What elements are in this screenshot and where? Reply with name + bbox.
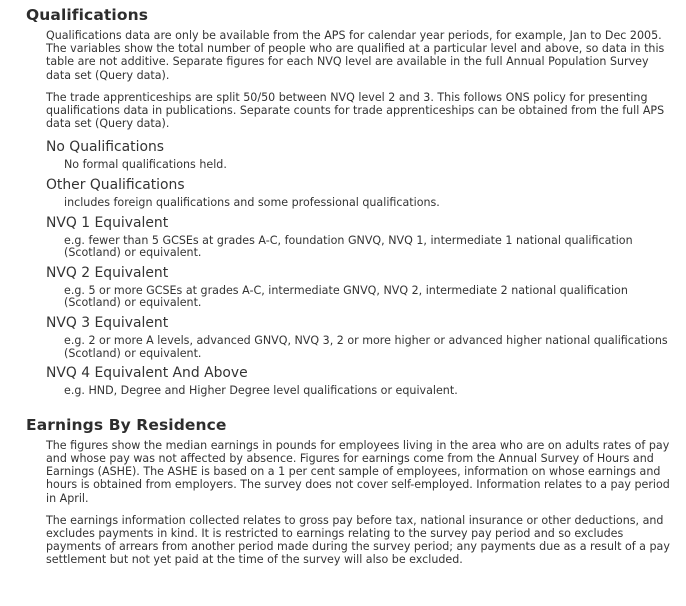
definition-item xyxy=(46,265,670,310)
definition-item xyxy=(46,215,670,260)
term-heading: NVQ 1 Equivalent xyxy=(46,214,169,231)
earnings-section xyxy=(26,416,670,567)
qualifications-section xyxy=(26,6,670,398)
earnings-heading: Earnings By Residence xyxy=(26,415,227,434)
qualifications-paragraph: The trade apprenticeships are split 50/50 between NVQ level 2 and 3. This follows ONS policy for presenting qualifications data in publications. Separate counts for trade apprenticeships can be obtained from the full APS data set (Query data). xyxy=(46,90,665,131)
term-heading: NVQ 4 Equivalent And Above xyxy=(46,365,248,382)
qualifications-body xyxy=(26,29,670,398)
definition-item xyxy=(46,139,670,172)
qualifications-heading: Qualifications xyxy=(26,6,149,24)
definition-item xyxy=(46,177,670,210)
qualifications-paragraph: Qualifications data are only be available from the APS for calendar year periods, for example, Jan to Dec 2005. The variables show the total number of people who are qualified at a particular level and above, so data in this table are not additive. Separate figures for each NVQ level are available in the full Annual Population Survey data set (Query data). xyxy=(46,29,665,82)
term-heading: NVQ 3 Equivalent xyxy=(46,314,169,331)
term-definition: No formal qualifications held. xyxy=(64,158,227,172)
qualification-definitions-list xyxy=(46,139,670,397)
term-definition: e.g. 2 or more A levels, advanced GNVQ, NVQ 3, 2 or more higher or advanced higher national qualifications (Scotland) or equivalent. xyxy=(64,333,668,360)
term-heading: Other Qualifications xyxy=(46,177,185,194)
definition-item xyxy=(46,315,670,360)
term-definition: e.g. fewer than 5 GCSEs at grades A-C, foundation GNVQ, NVQ 1, intermediate 1 national qualification (Scotland) or equivalent. xyxy=(64,233,633,260)
term-definition: includes foreign qualifications and some professional qualifications. xyxy=(64,196,440,210)
term-definition: e.g. 5 or more GCSEs at grades A-C, intermediate GNVQ, NVQ 2, intermediate 2 national qualification (Scotland) or equivalent. xyxy=(64,283,628,310)
term-heading: No Qualifications xyxy=(46,139,165,156)
term-definition: e.g. HND, Degree and Higher Degree level qualifications or equivalent. xyxy=(64,384,458,398)
earnings-body xyxy=(26,439,670,567)
definition-item xyxy=(46,365,670,398)
earnings-paragraph: The earnings information collected relates to gross pay before tax, national insurance or other deductions, and excludes payments in kind. It is restricted to earnings relating to the survey pay period and so excludes payments of arrears from another period made during the survey period; any payments due as a result of a pay settlement but not yet paid at the time of the survey will also be excluded. xyxy=(46,513,670,567)
earnings-paragraph: The figures show the median earnings in pounds for employees living in the area who are on adults rates of pay and whose pay was not affected by absence. Figures for earnings come from the Annual Survey of Hours and Earnings (ASHE). The ASHE is based on a 1 per cent sample of employees, information on whose earnings and hours is obtained from employers. The survey does not cover self-employed. Information relates to a pay period in April. xyxy=(46,438,670,505)
term-heading: NVQ 2 Equivalent xyxy=(46,264,169,281)
